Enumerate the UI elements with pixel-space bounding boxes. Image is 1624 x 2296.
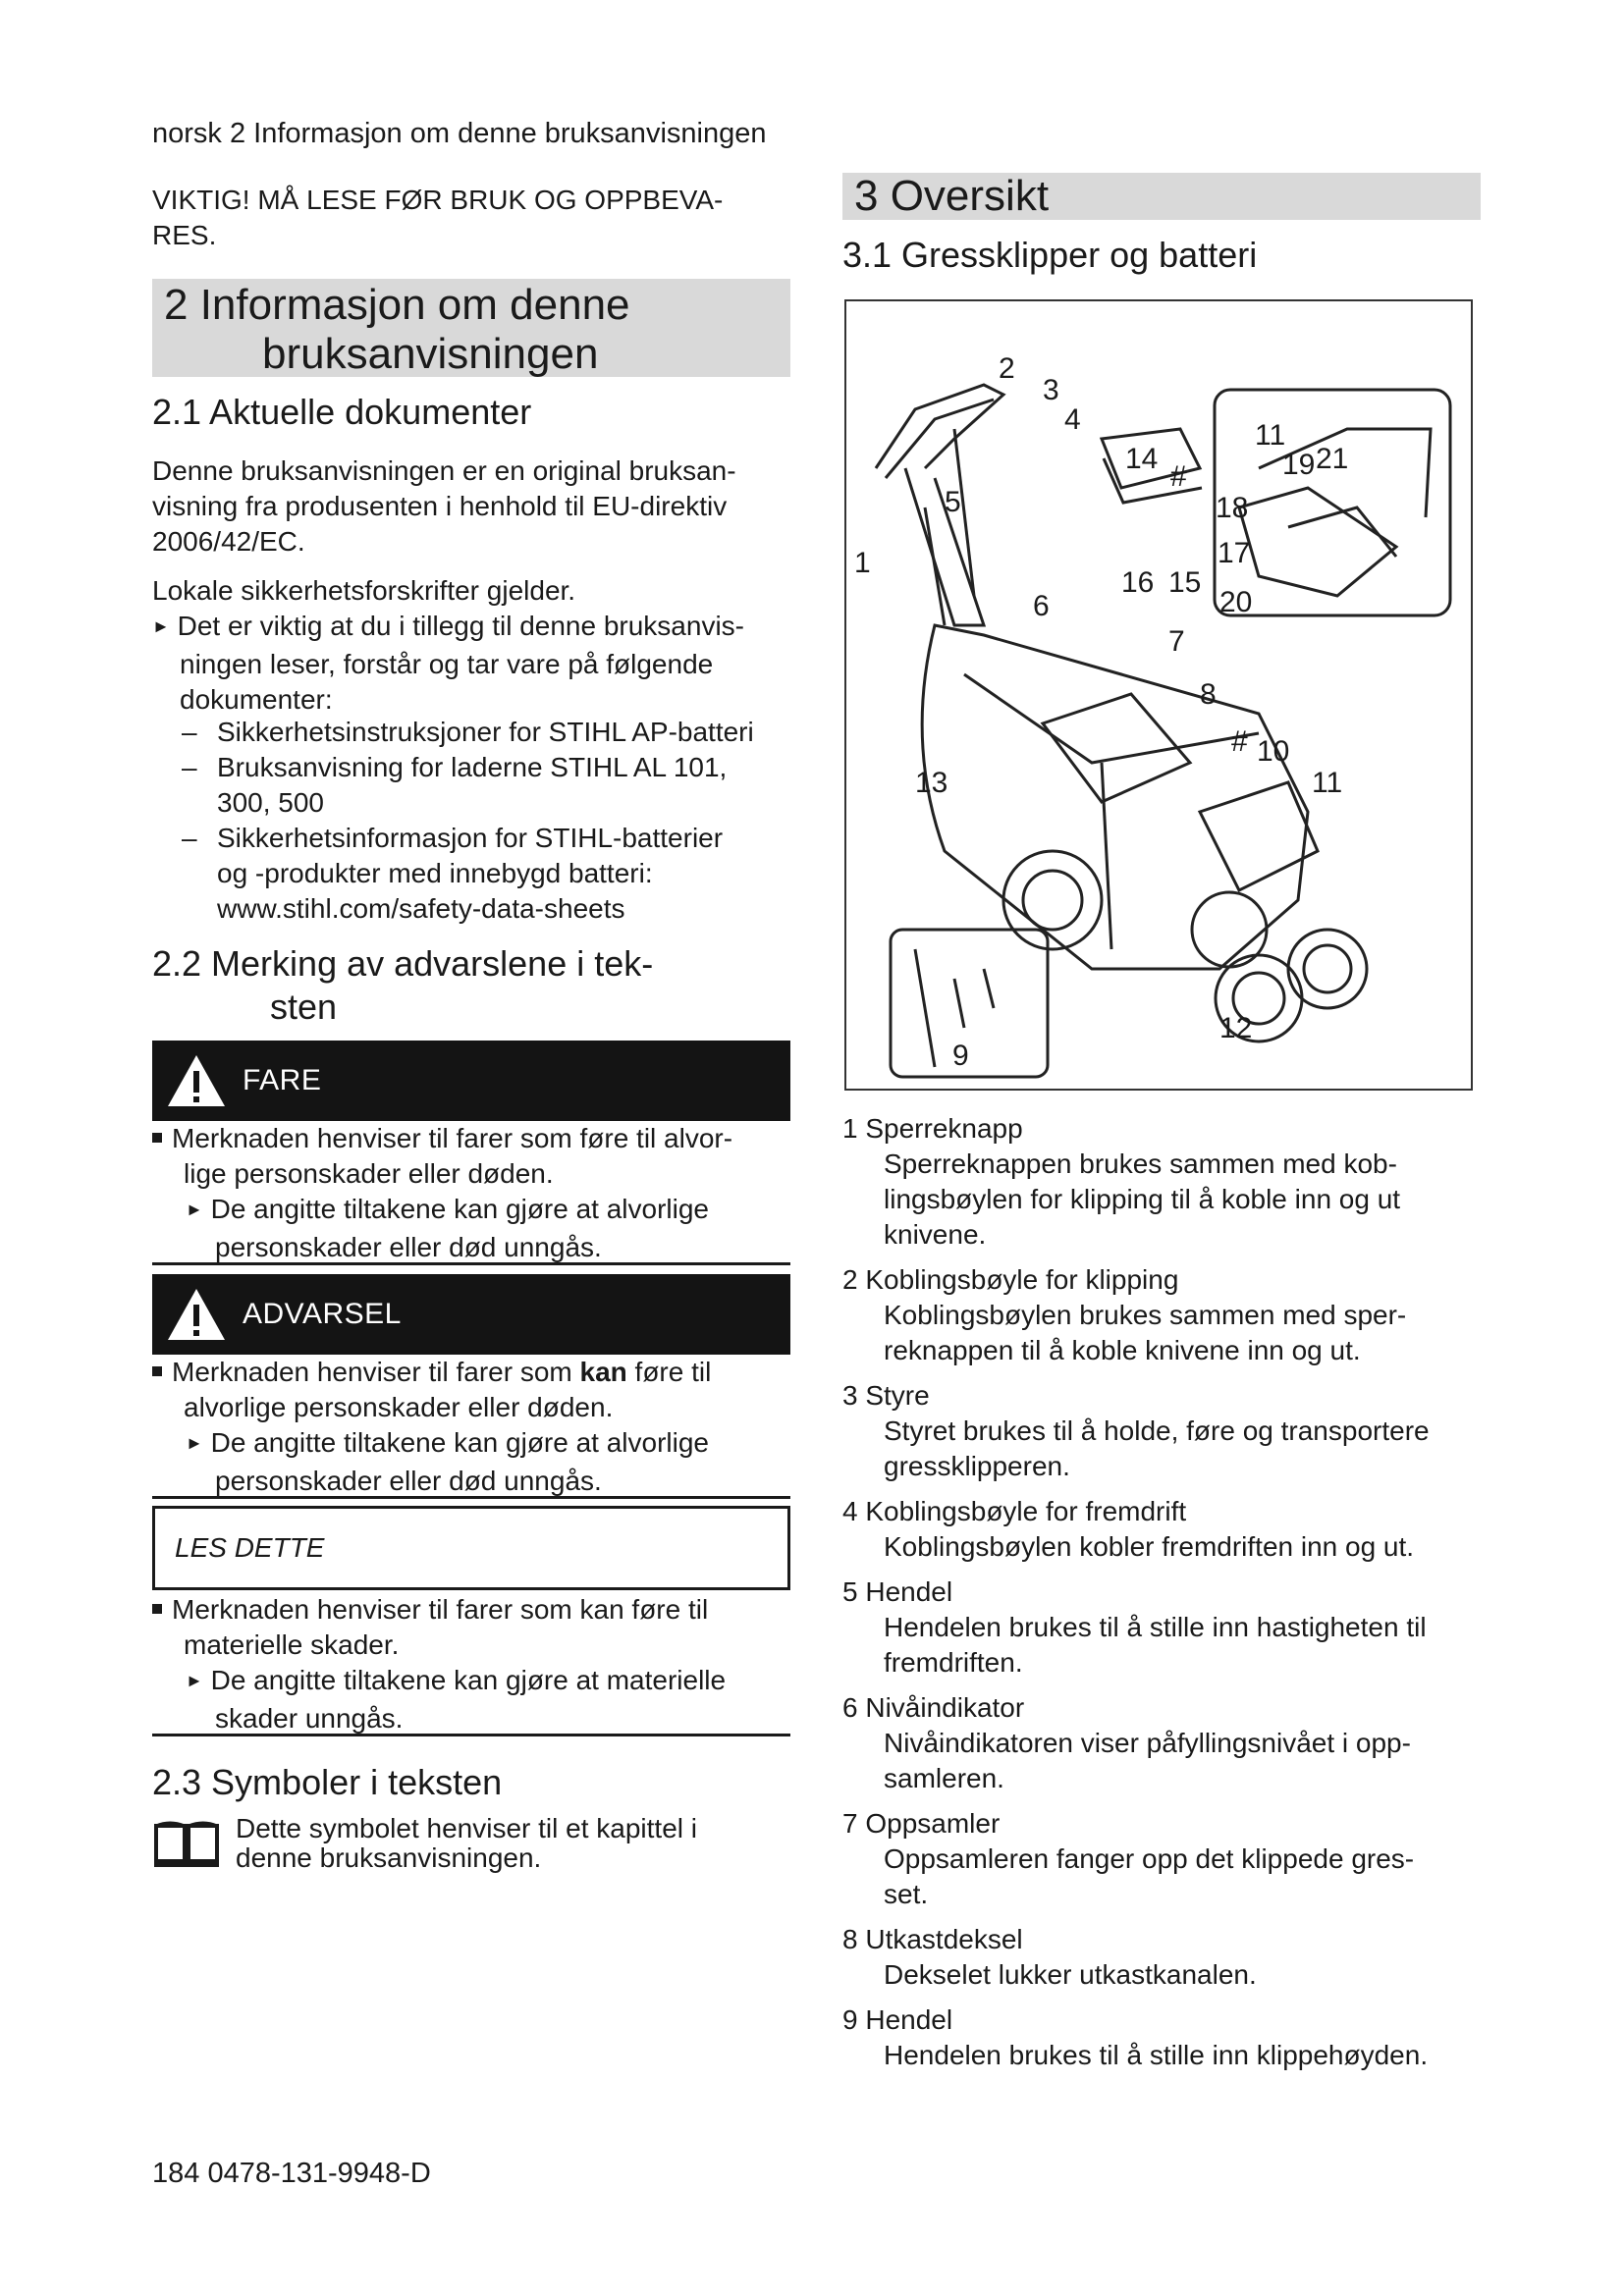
divider	[152, 1262, 790, 1265]
document-code: 184 0478-131-9948-D	[152, 2158, 431, 2189]
chapter-3-title: 3 Oversikt	[842, 173, 1481, 220]
notice-bullet: Merknaden henviser til farer som kan føre til materielle skader. ► De angitte tiltakene kan gjøre at materielle skader unngås.	[152, 1592, 790, 1736]
step-arrow-icon: ►	[186, 1433, 203, 1453]
divider	[152, 1496, 790, 1499]
divider	[152, 1734, 790, 1736]
list-item: 6 Nivåindikator Nivåindikatoren viser påfyllingsnivået i opp- samleren.	[842, 1692, 1411, 1793]
lawn-mower-illustration	[846, 301, 1471, 1089]
list-item: 9 Hendel Hendelen brukes til å stille inn klippehøyden.	[842, 2004, 1429, 2070]
svg-text:11: 11	[1255, 419, 1286, 452]
svg-text:20: 20	[1219, 586, 1253, 618]
mower-figure	[844, 299, 1473, 1091]
svg-text:#: #	[1231, 725, 1248, 758]
svg-text:21: 21	[1316, 443, 1349, 475]
svg-text:10: 10	[1257, 735, 1290, 768]
svg-text:19: 19	[1282, 449, 1316, 481]
svg-text:15: 15	[1168, 566, 1202, 599]
svg-text:8: 8	[1200, 678, 1217, 711]
book-icon	[152, 1818, 221, 1869]
svg-text:14: 14	[1125, 443, 1159, 475]
local-regulations-text: Lokale sikkerhetsforskrifter gjelder.	[152, 575, 576, 606]
instruction-step: ► Det er viktig at du i tillegg til denne bruksanvis- ningen leser, forstår og tar vare på følgende dokumenter:	[152, 611, 744, 715]
warning-triangle-icon	[166, 1053, 227, 1108]
list-item: 7 Oppsamler Oppsamleren fanger opp det klippede gres- set.	[842, 1808, 1415, 1909]
document-list: – Sikkerhetsinstruksjoner for STIHL AP-batteri – Bruksanvisning for laderne STIHL AL 101, 300, 500 – Sikkerhetsinformasjon for STIHL-batterier og -produkter med innebygd batteri: www.stihl.com/safety-data-sheets	[152, 715, 790, 927]
svg-text:17: 17	[1218, 537, 1251, 569]
section-2-2-title: 2.2 Merking av advarslene i tek- sten	[152, 943, 654, 1027]
component-list	[842, 1111, 1481, 2073]
list-item: – Sikkerhetsinformasjon for STIHL-batterier	[182, 823, 724, 853]
step-arrow-icon: ►	[186, 1671, 203, 1690]
warning-triangle-icon	[166, 1287, 227, 1342]
chapter-2-title: 2 Informasjon om denne bruksanvisningen	[152, 279, 790, 377]
svg-text:1: 1	[854, 547, 871, 579]
svg-text:5: 5	[945, 486, 961, 518]
warning-bar: ADVARSEL	[152, 1274, 790, 1355]
svg-text:3: 3	[1043, 374, 1059, 406]
svg-text:13: 13	[915, 767, 948, 799]
svg-text:16: 16	[1121, 566, 1155, 599]
svg-text:9: 9	[952, 1040, 969, 1072]
list-item: 4 Koblingsbøyle for fremdrift Koblingsbøylen kobler fremdriften inn og ut.	[842, 1496, 1415, 1562]
list-item: 3 Styre Styret brukes til å holde, føre og transportere gressklipperen.	[842, 1380, 1430, 1481]
list-item: 2 Koblingsbøyle for klipping Koblingsbøylen brukes sammen med sper- reknappen til å koble knivene inn og ut.	[842, 1264, 1407, 1365]
section-2-1-paragraph: Denne bruksanvisningen er en original bruksan- visning fra produsenten i henhold til EU-direktiv 2006/42/EC.	[152, 455, 736, 557]
list-item: – Bruksanvisning for laderne STIHL AL 101,	[182, 752, 728, 782]
danger-bullet: Merknaden henviser til farer som føre til alvor- lige personskader eller døden. ► De angitte tiltakene kan gjøre at alvorlige personskader eller død unngås.	[152, 1121, 790, 1265]
running-header: norsk 2 Informasjon om denne bruksanvisningen	[152, 118, 767, 149]
svg-text:18: 18	[1216, 492, 1249, 524]
list-item: 8 Utkastdeksel Dekselet lukker utkastkanalen.	[842, 1924, 1257, 1990]
svg-text:2: 2	[999, 352, 1015, 385]
section-2-1-title: 2.1 Aktuelle dokumenter	[152, 392, 532, 432]
list-item: 5 Hendel Hendelen brukes til å stille inn hastigheten til fremdriften.	[842, 1576, 1427, 1678]
section-2-3-title: 2.3 Symboler i teksten	[152, 1762, 503, 1802]
list-item: 1 Sperreknapp Sperreknappen brukes sammen med kob- lingsbøylen for klipping til å koble inn og ut knivene.	[842, 1113, 1401, 1250]
important-notice: VIKTIG! MÅ LESE FØR BRUK OG OPPBEVA- RES.	[152, 185, 724, 250]
section-3-1-title: 3.1 Gressklipper og batteri	[842, 235, 1258, 275]
symbol-description: Dette symbolet henviser til et kapittel i denne bruksanvisningen.	[236, 1813, 697, 1873]
step-arrow-icon: ►	[152, 616, 170, 636]
warning-bullet: Merknaden henviser til farer som kan føre til alvorlige personskader eller døden. ► De angitte tiltakene kan gjøre at alvorlige personskader eller død unngås.	[152, 1355, 790, 1499]
list-item: – Sikkerhetsinstruksjoner for STIHL AP-batteri	[182, 717, 754, 747]
svg-text:11: 11	[1312, 767, 1343, 799]
step-arrow-icon: ►	[186, 1200, 203, 1219]
svg-text:4: 4	[1064, 403, 1081, 436]
notice-box: LES DETTE	[152, 1506, 790, 1590]
svg-text:7: 7	[1168, 625, 1185, 658]
danger-warning-bar: FARE	[152, 1041, 790, 1121]
svg-text:6: 6	[1033, 590, 1050, 622]
svg-text:12: 12	[1219, 1012, 1253, 1044]
svg-text:#: #	[1170, 460, 1187, 493]
